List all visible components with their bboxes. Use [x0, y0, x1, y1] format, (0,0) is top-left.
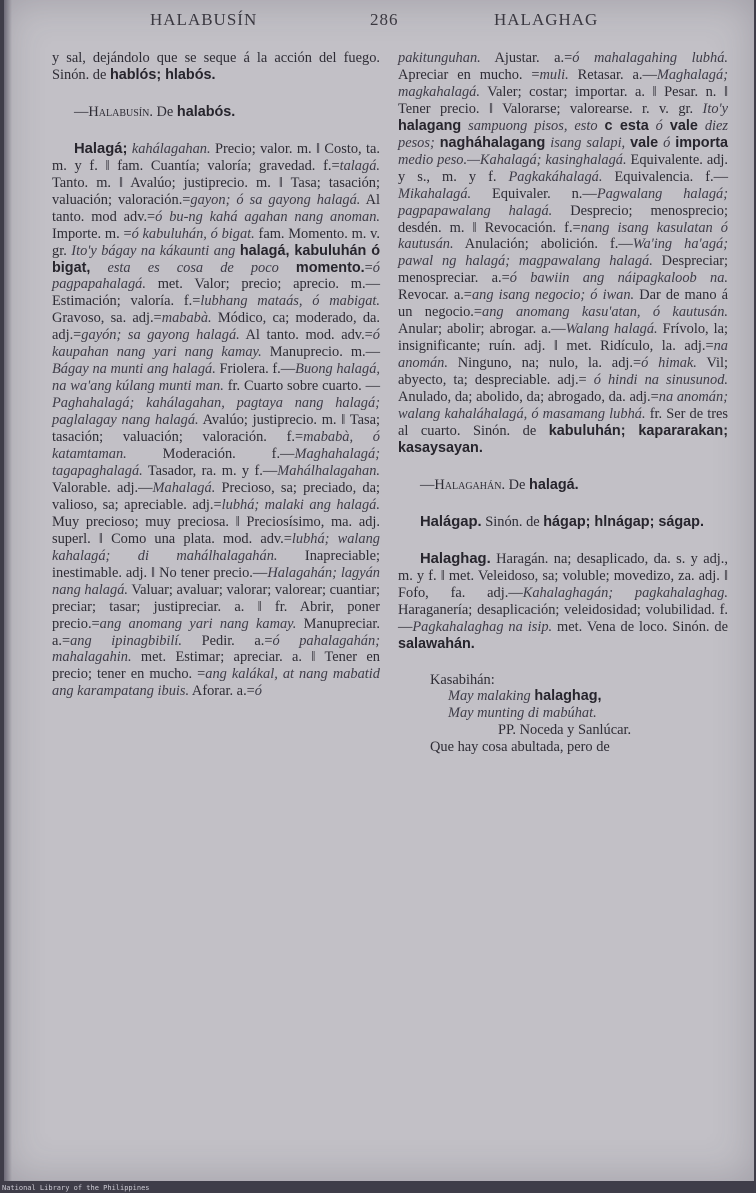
entry-synonyms: hágap; hlnágap; ságap. [543, 513, 704, 530]
italic-run: gayon; ó sa gayong halagá. [190, 191, 361, 208]
headword: Halágap. [420, 513, 482, 530]
italic-run: Mahálhalagahan. [277, 462, 380, 479]
text-run: Muy precioso; muy preciosa. ‖ Preciosísimo, ma. adj. superl. ‖ Como una plata. mod. adv.= [52, 513, 380, 547]
text-run: Valuar; avaluar; valorar; valorear; cuantiar; preciar; tasar; justipreciar. a. ‖ fr. Abrir, poner precio.= [52, 581, 381, 632]
text-run: Vil; abyecto, ta; despreciable. adj.= [398, 355, 728, 389]
text-run: Al tanto. mod. adv.= [239, 327, 373, 344]
quote-intro: Kasabihán: [430, 671, 495, 688]
entry-text: Sinón. de [481, 513, 544, 530]
italic-run: Kahalaghagán; pagkahalaghag. [522, 584, 729, 601]
bold-run: vale [630, 134, 659, 151]
italic-run: Walang halagá. [565, 321, 658, 338]
entry-halaghag [398, 551, 728, 653]
italic-run: ó bu-ng kahá agahan nang anoman. [155, 208, 380, 225]
bold-run: halagá, kabuluhán ó bigat, [52, 242, 380, 276]
italic-run: ó kabuluhán, ó bigat. [131, 225, 255, 242]
bold-run: nagháhalagang [439, 134, 546, 151]
left-column [52, 50, 380, 700]
quote-line-1-bold: halaghag, [534, 688, 602, 705]
subentry-halagahan [398, 477, 728, 494]
text-run: Haragán. na; desaplicado, da. s. y adj., m. y f. ‖ met. Veleidoso, sa; voluble; movedizo, za. adj. ‖ Fofo, fa. adj.— [398, 550, 728, 601]
text-run: Ninguno, na; nulo, la. adj.= [447, 355, 642, 372]
spacer [398, 457, 728, 477]
text-run: Manupreciar. a.= [52, 615, 380, 649]
italic-run: kahálagahan. [127, 140, 211, 157]
italic-run: ang anomang yari nang kamay. [99, 615, 297, 632]
entry-halaga [52, 141, 380, 700]
text-run: Retasar. a.— [568, 66, 657, 83]
italic-run: Maghahalagá; tagapaghalagá. [52, 446, 380, 479]
text-run: Anulación; abolición. f.— [453, 236, 633, 253]
italic-run: ó himak. [641, 355, 697, 372]
bold-run: kabuluhán; kapararakan; kasaysayan. [398, 422, 728, 456]
text-run: Equivaler. n.— [471, 185, 597, 202]
entry-continuation-text: y sal, dejándolo que se seque á la acción del fuego. Sinón. de [52, 50, 380, 83]
text-run: Equivalente. adj. y s., m. y f. [398, 151, 729, 185]
right-column [398, 50, 728, 756]
italic-run: Mikahalagá. [398, 185, 472, 202]
italic-run: ó [254, 683, 262, 700]
running-header [4, 10, 754, 34]
italic-run: gayón; sa gayong halagá. [81, 327, 240, 344]
spacer [52, 84, 380, 104]
headword: Halagá; [74, 140, 128, 157]
italic-run: muli. [539, 66, 569, 83]
bold-run: c esta [604, 117, 649, 134]
text-run: Friolera. f.— [215, 361, 296, 378]
proverb-quote [430, 672, 728, 757]
spacer [52, 121, 380, 141]
header-right-guide-word: HALAGHAG [494, 10, 599, 29]
quote-attribution: PP. Noceda y Sanlúcar. [498, 722, 632, 739]
entry-continuation [52, 50, 380, 84]
library-watermark: National Library of the Philippines [2, 1184, 150, 1192]
italic-run: isang salapi, [545, 134, 631, 151]
italic-run: ang isang negocio; ó iwan. [471, 287, 635, 304]
italic-run: ang ipinagbibilí. [70, 632, 183, 649]
text-run: Importe. m. = [52, 225, 132, 242]
entry-body [398, 50, 728, 456]
italic-run: ó bawiin ang náipagkaloob na. [509, 270, 729, 287]
text-run: Ajustar. a.= [480, 50, 573, 66]
text-run: Pedir. a.= [182, 632, 273, 649]
page-binding-shadow [4, 0, 12, 1181]
text-run: met. Vena de loco. Sinón. de [552, 618, 728, 635]
text-run: Tasador, ra. m. y f.— [142, 462, 278, 479]
italic-run: Maghalagá; magkahalagá. [398, 66, 728, 100]
italic-run: ó mahalagahing lubhá. [572, 50, 728, 66]
subentry-halabusin [52, 104, 380, 121]
entry-halaga-continued [398, 50, 728, 457]
italic-run: esta es cosa de poco [90, 259, 296, 276]
text-run: Frívolo, la; insignificante; ruín. adj. ‖ met. Ridículo, la. adj.= [398, 321, 728, 355]
text-run: Revocar. a.= [398, 287, 472, 304]
bold-run: momento. [295, 259, 365, 276]
italic-run: talagá. [339, 157, 380, 174]
italic-run: Halagahán; lagyán nang halagá. [52, 564, 380, 598]
italic-run: Mahalagá. [152, 479, 216, 496]
italic-run: Wa'ing ha'agá; pawal ng halagá; magpawalang halagá. [398, 236, 728, 270]
text-run: met. Valor; precio; aprecio. m.—Estimación; valoría. f.= [52, 276, 380, 310]
text-run: Módico, ca; moderado, da. adj.= [52, 310, 380, 344]
italic-run: Pagkahalaghag na isip. [412, 618, 553, 635]
bold-run: importa [675, 134, 728, 151]
subentry-text: De [505, 476, 530, 493]
text-run: Manuprecio. m.— [261, 344, 380, 361]
italic-run: Paghahalagá; kahálagahan, pagtaya nang halagá; paglalagay nang halagá. [52, 395, 380, 429]
quote-line-2: May munting di mabúhat. [448, 705, 597, 722]
italic-run: ang anomang kasu'atan, ó kautusán. [482, 304, 728, 321]
bold-run: vale [669, 117, 698, 134]
italic-run: Ito'y [702, 100, 728, 117]
quote-line-1-italic: May malaking [448, 688, 535, 705]
subentry-label: —Halabusín. [74, 103, 153, 120]
italic-run: lubhang mataás, ó mabigat. [200, 293, 380, 310]
italic-run: ó [658, 134, 676, 151]
text-run: met. Estimar; apreciar. a. ‖ Tener en precio; tener en mucho. = [52, 649, 380, 683]
subentry-label: —Halagahán. [420, 476, 506, 493]
bold-run: salawahán. [398, 635, 475, 652]
text-run: fr. Ser de tres al cuarto. Sinón. de [398, 406, 728, 439]
text-run: Dar de mano á un negocio.= [398, 287, 728, 321]
italic-run: Pagwalang halagá; pagpapawalang halagá. [398, 185, 728, 219]
header-left-guide-word: HALABUSÍN [150, 10, 258, 29]
italic-run: diez pesos; [398, 117, 728, 151]
italic-run: lubhá; walang kahalagá; di mahálhalagahán. [52, 530, 380, 564]
text-run: Al tanto. mod adv.= [52, 191, 380, 225]
text-run: Moderación. f.— [126, 446, 295, 463]
italic-run: nang isang kasulatan ó kautusán. [398, 219, 729, 253]
text-run: Haraganería; desaplicación; veleidosidad; volubilidad. f.— [398, 601, 728, 635]
italic-run: Pagkakáhalagá. [508, 168, 603, 185]
subentry-text: De [152, 103, 177, 120]
spacer [398, 531, 728, 551]
italic-run: ó [648, 117, 670, 134]
text-run: Equivalencia. f.— [602, 168, 728, 185]
italic-run: lubhá; malaki ang halagá. [221, 496, 380, 513]
italic-run: mababà, ó katamtaman. [52, 429, 380, 463]
entry-halagap [398, 514, 728, 531]
subentry-ref: halagá. [529, 476, 579, 493]
page-number: 286 [370, 10, 399, 29]
text-run: Inapreciable; inestimable. adj. ‖ No tener precio.— [52, 547, 381, 581]
text-run: Precio; valor. m. ‖ Costo, ta. m. y f. ‖ fam. Cuantía; valoría; gravedad. f.= [52, 140, 380, 174]
entry-synonyms: hablós; hlabós. [109, 66, 216, 83]
italic-run: na anomán. [398, 338, 728, 372]
italic-run: pakitunguhan. [398, 50, 481, 66]
italic-run: ó pagpapahalagá. [52, 259, 380, 293]
text-run: fam. Momento. m. v. gr. [52, 225, 380, 259]
text-run: Anulado, da; abolido, da; abrogado, da. adj.= [398, 389, 659, 406]
bold-run: halagang [398, 117, 462, 134]
italic-run: medio peso.—Kahalagá; kasinghalagá. [398, 151, 627, 168]
text-run: Precioso, sa; preciado, da; valioso, sa; apreciable. adj.= [52, 479, 381, 513]
italic-run: ó hindi na sinusunod. [593, 372, 728, 389]
text-run: Aforar. a.= [189, 683, 255, 700]
italic-run: Buong halagá, na wa'ang kúlang munti man. [52, 361, 380, 395]
italic-run: ang kalákal, at nang mabatid ang karampatang ibuis. [52, 666, 380, 700]
subentry-ref: halabós. [176, 103, 236, 120]
headword: Halaghag. [420, 550, 491, 567]
text-run: Desprecio; menosprecio; desdén. m. ‖ Revocación. f.= [398, 202, 728, 236]
text-run: Avalúo; justiprecio. m. ‖ Tasa; tasación; valuación; valoración. f.= [52, 412, 380, 446]
dictionary-page [4, 0, 754, 1181]
italic-run: ó kaupahan nang yari nang kamay. [52, 327, 380, 361]
text-run: Gravoso, sa. adj.= [52, 310, 162, 327]
text-run: Valorable. adj.— [52, 479, 153, 496]
text-run: Tanto. m. ‖ Avalúo; justiprecio. m. ‖ Tasa; tasación; valuación; valoración.= [52, 174, 380, 208]
entry-body [52, 141, 380, 700]
italic-run: mababà. [161, 310, 212, 327]
quote-translation: Que hay cosa abultada, pero de [430, 739, 610, 756]
italic-run: sampuong pisos, esto [461, 117, 605, 134]
italic-run: Ito'y bágay na kákaunti ang [71, 242, 240, 259]
text-run: Anular; abolir; abrogar. a.— [398, 321, 566, 338]
text-run: Valer; costar; importar. a. ‖ Pesar. n. ‖ Tener precio. ‖ Valorarse; valorearse. r. v. gr. [398, 83, 728, 117]
text-run: fr. Cuarto sobre cuarto. — [223, 378, 380, 395]
italic-run: Bágay na munti ang halagá. [52, 361, 216, 378]
spacer [398, 494, 728, 514]
text-run: Apreciar en mucho. = [398, 66, 540, 83]
text-run: = [364, 259, 373, 276]
italic-run: ó pahalagahán; mahalagahin. [52, 632, 380, 666]
text-run: Despreciar; menospreciar. a.= [398, 253, 729, 287]
italic-run: na anomán; walang kahaláhalagá, ó masamang lubhá. [398, 389, 728, 423]
spacer [398, 653, 728, 670]
quote-line-1 [448, 688, 728, 705]
